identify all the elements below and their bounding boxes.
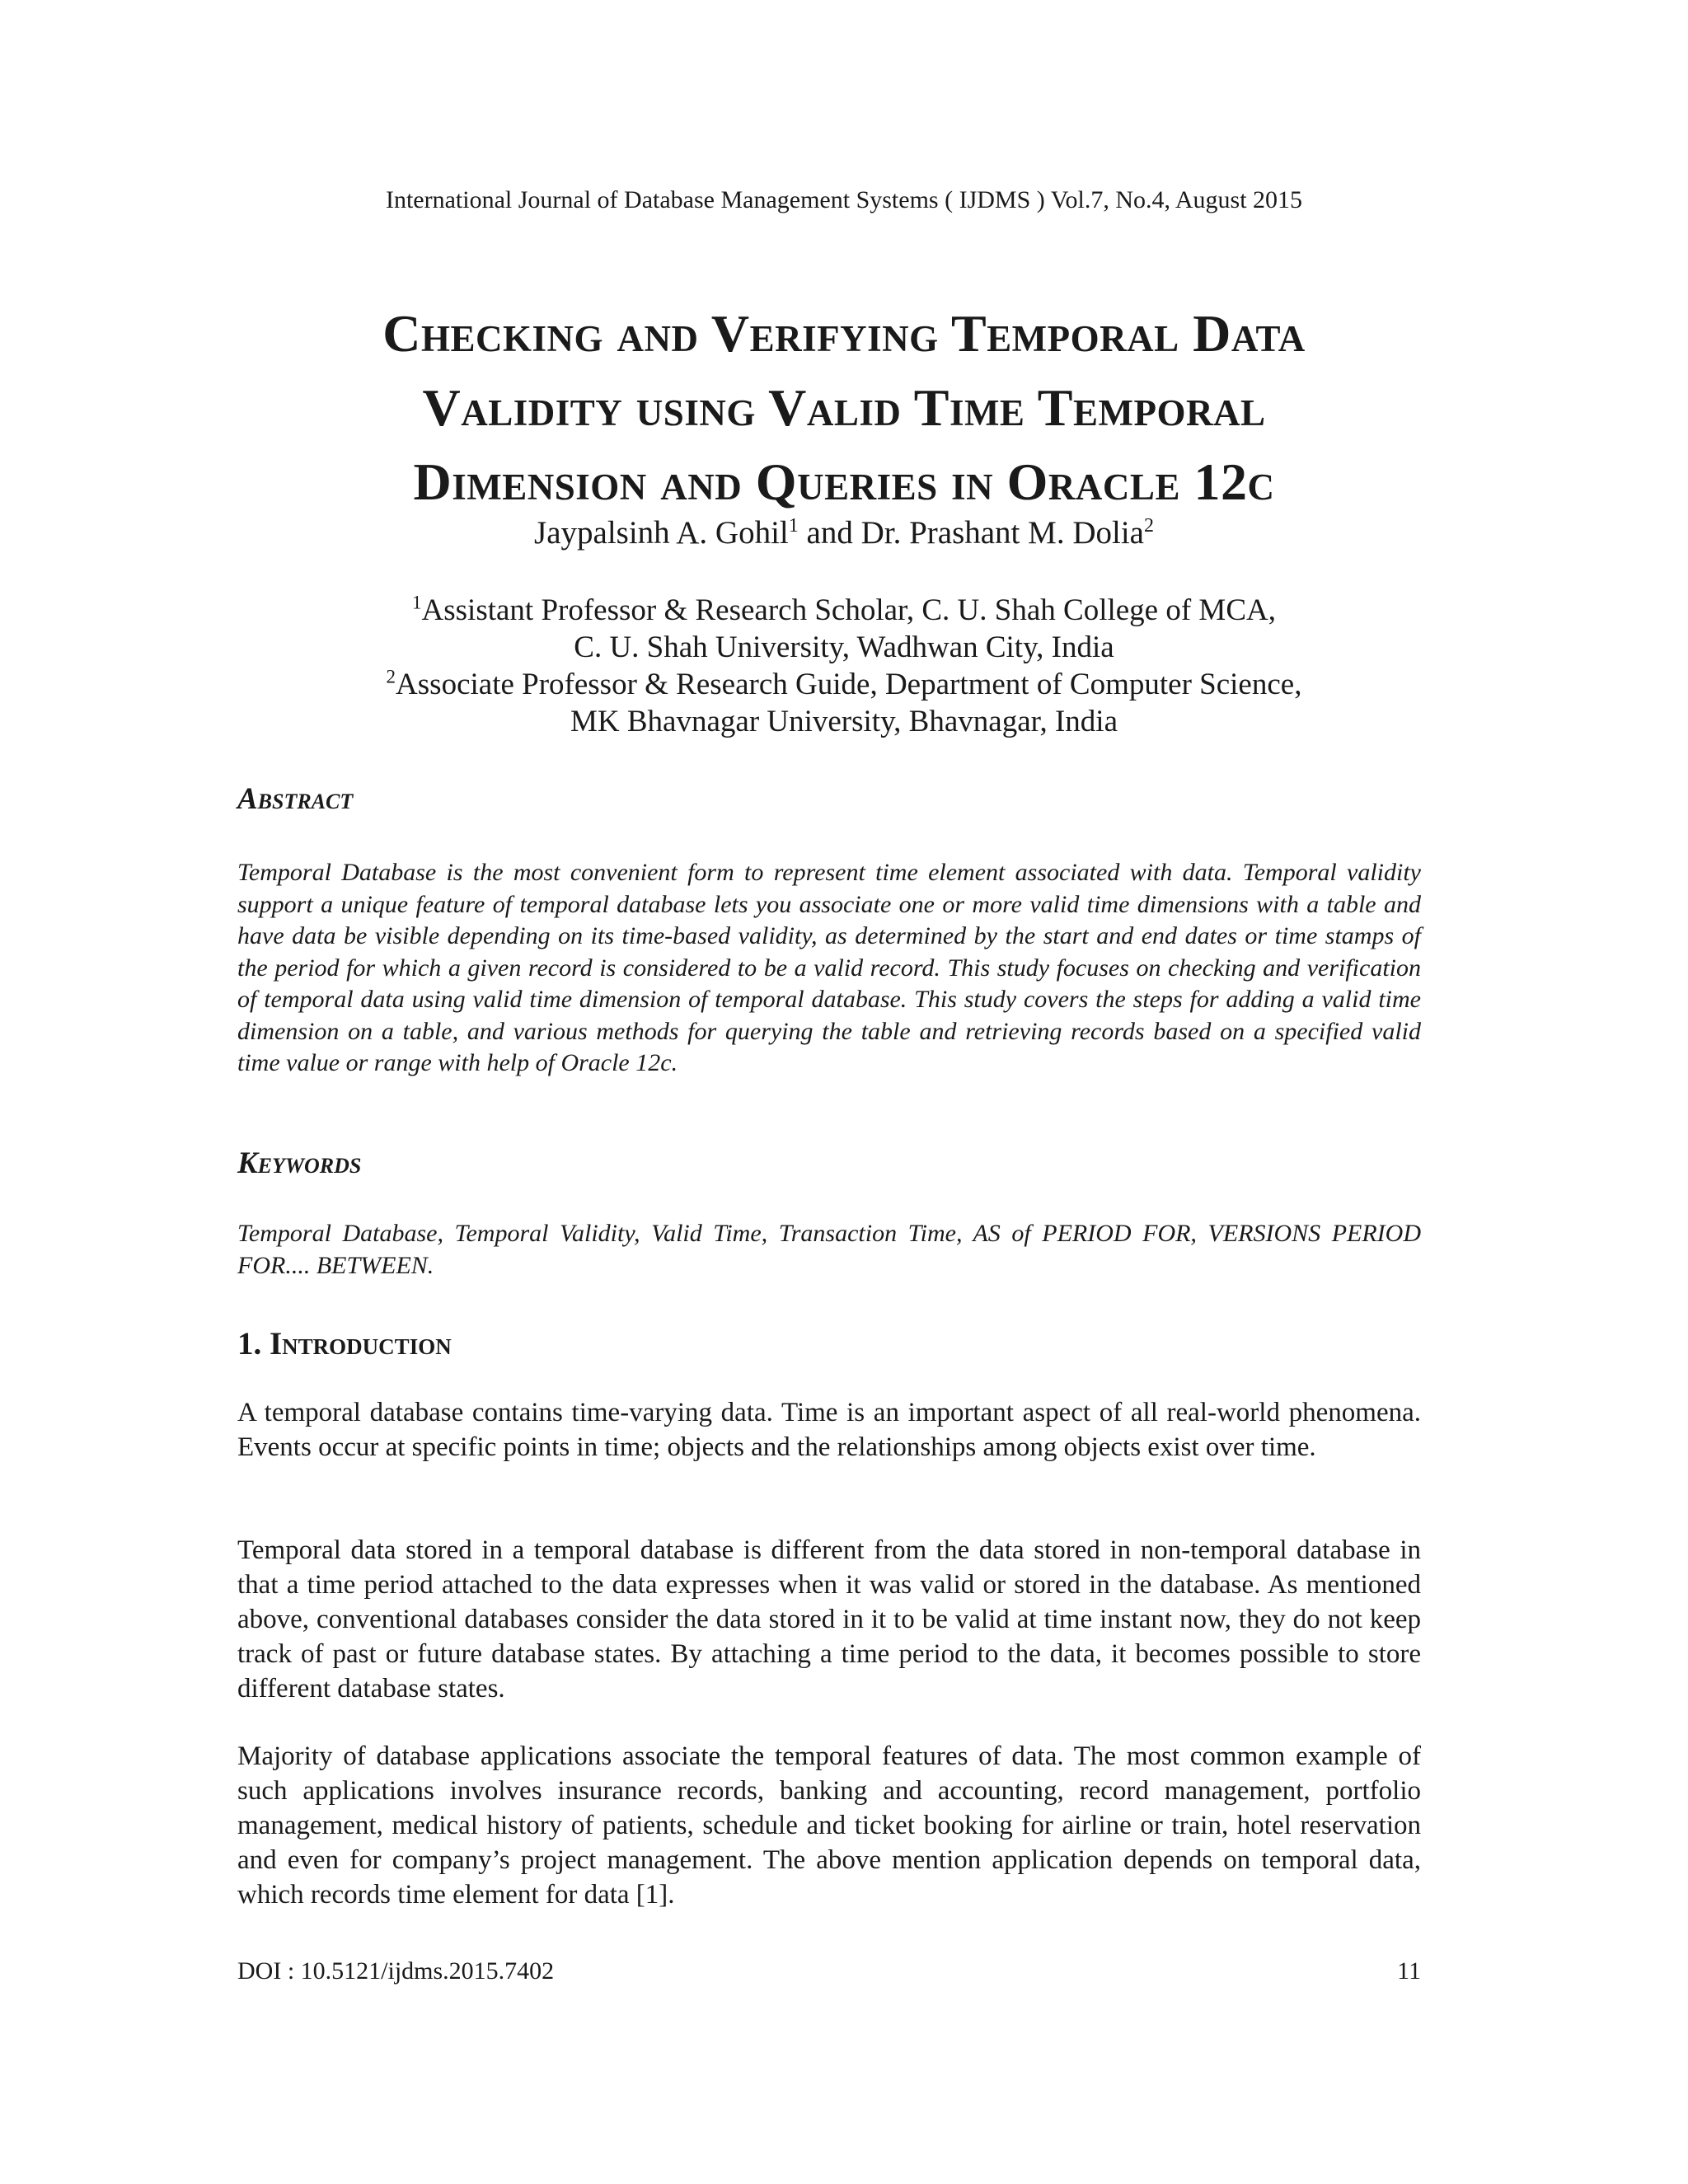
affiliation-2-line-1: [0, 666, 1688, 703]
doi-footer: DOI : 10.5121/ijdms.2015.7402: [237, 1957, 555, 1985]
abstract-text: Temporal Database is the most convenient form to represent time element associated with data. Temporal validity support a unique feature of temporal database lets you associate one or more valid time dimensions with a table and have data be visible depending on its time-based validity, as determined by the start and end dates or time stamps of the period for which a given record is considered to be a valid record. This study focuses on checking and verification of temporal data using valid time dimension of temporal database. This study covers the steps for adding a valid time dimension on a table, and various methods for querying the table and retrieving records based on a specified valid time value or range with help of Oracle 12c.: [237, 859, 1421, 1076]
title-line-2: Validity using Valid Time Temporal: [422, 378, 1266, 437]
affiliation-1-mark: 1: [412, 592, 422, 613]
affiliation-block: [0, 592, 1688, 740]
affiliation-2-text-1: Associate Professor & Research Guide, Department of Computer Science,: [396, 668, 1302, 701]
introduction-heading: 1. Introduction: [237, 1326, 452, 1361]
abstract-heading: Abstract: [237, 782, 354, 816]
page-number: 11: [1397, 1957, 1421, 1985]
paper-title: [165, 297, 1523, 519]
affiliation-2-mark: 2: [386, 666, 396, 687]
intro-paragraph-2: Temporal data stored in a temporal database is different from the data stored in non-temporal database in that a time period attached to the data expresses when it was valid or stored in the database. As mentioned above, conventional databases consider the data stored in it to be valid at time instant now, they do not keep track of past or future database states. By attaching a time period to the data, it becomes possible to store different database states.: [237, 1535, 1421, 1704]
author-list: [0, 511, 1688, 555]
author-conjunction: and: [798, 515, 861, 551]
affiliation-2-line-2: MK Bhavnagar University, Bhavnagar, India: [570, 705, 1118, 738]
author-2-affiliation-mark: 2: [1143, 515, 1154, 537]
author-1-name: Jaypalsinh A. Gohil: [534, 515, 789, 551]
affiliation-1-text-1: Assistant Professor & Research Scholar, C. U. Shah College of MCA,: [421, 593, 1276, 627]
keywords-heading: Keywords: [237, 1146, 362, 1180]
intro-paragraph-3: Majority of database applications associate the temporal features of data. The most common example of such applications involves insurance records, banking and accounting, record management, portfolio management, medical history of patients, schedule and ticket booking for airline or train, hotel reservation and even for company’s project management. The above mention application depends on temporal data, which records time element for data [1].: [237, 1741, 1421, 1910]
title-line-1: Checking and Verifying Temporal Data: [382, 304, 1306, 363]
author-2-name: Dr. Prashant M. Dolia: [860, 515, 1144, 551]
keywords-text: Temporal Database, Temporal Validity, Valid Time, Transaction Time, AS of PERIOD FOR, VERSIONS PERIOD FOR.... BETWEEN.: [237, 1220, 1421, 1279]
intro-paragraph-1: A temporal database contains time-varying data. Time is an important aspect of all real-world phenomena. Events occur at specific points in time; objects and the relationships among objects exist over time.: [237, 1398, 1421, 1462]
affiliation-1-line-2: C. U. Shah University, Wadhwan City, India: [574, 630, 1114, 664]
author-1-affiliation-mark: 1: [788, 515, 799, 537]
affiliation-1-line-1: [0, 592, 1688, 629]
title-line-3: Dimension and Queries in Oracle 12c: [413, 452, 1275, 511]
journal-running-header: International Journal of Database Management Systems ( IJDMS ) Vol.7, No.4, August 2015: [385, 186, 1303, 213]
